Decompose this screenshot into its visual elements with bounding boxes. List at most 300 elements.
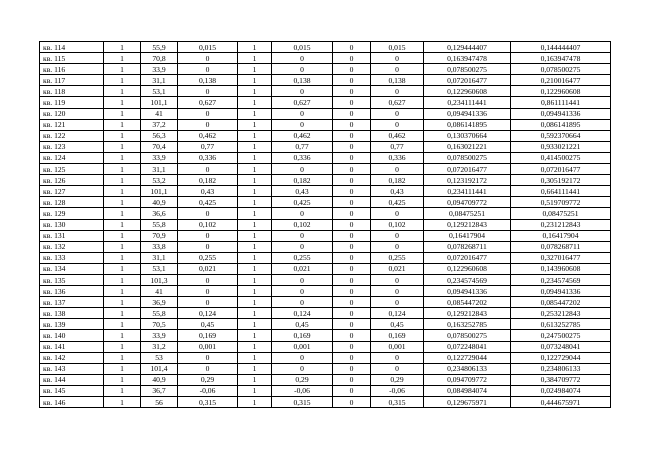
zero-cell: 0 (333, 64, 371, 75)
heat-value-cell: 0 (178, 230, 238, 241)
heat-value-cell: 0,29 (178, 374, 238, 385)
share-cell: 1 (104, 286, 141, 297)
area-cell: 101,1 (141, 186, 178, 197)
sum-cell: 0,444675971 (511, 397, 611, 408)
area-cell: 53,1 (141, 86, 178, 97)
total-value-cell: 0,43 (371, 186, 424, 197)
coef-cell: 1 (238, 86, 272, 97)
zero-cell: 0 (333, 175, 371, 186)
area-cell: 37,2 (141, 119, 178, 130)
share-cell: 1 (104, 97, 141, 108)
share-cell: 1 (104, 397, 141, 408)
apartment-cell: кв. 134 (40, 263, 104, 274)
area-cell: 101,3 (141, 274, 178, 285)
share-cell: 1 (104, 64, 141, 75)
zero-cell: 0 (333, 263, 371, 274)
heat-value-cell: -0,06 (178, 385, 238, 396)
apartment-cell: кв. 114 (40, 42, 104, 53)
heat-value-cell: 0,001 (178, 341, 238, 352)
calc-value-cell: 0,102 (272, 219, 333, 230)
zero-cell: 0 (333, 352, 371, 363)
share-cell: 1 (104, 219, 141, 230)
calc-value-cell: 0,255 (272, 252, 333, 263)
calc-value-cell: -0,06 (272, 385, 333, 396)
heat-value-cell: 0 (178, 241, 238, 252)
calc-value-cell: 0,001 (272, 341, 333, 352)
common-heat-cell: 0,094941336 (424, 286, 511, 297)
apartment-cell: кв. 127 (40, 186, 104, 197)
heat-value-cell: 0 (178, 297, 238, 308)
heat-value-cell: 0 (178, 286, 238, 297)
coef-cell: 1 (238, 197, 272, 208)
apartment-cell: кв. 129 (40, 208, 104, 219)
calc-value-cell: 0,29 (272, 374, 333, 385)
total-value-cell: 0 (371, 363, 424, 374)
area-cell: 36,7 (141, 385, 178, 396)
area-cell: 36,9 (141, 297, 178, 308)
share-cell: 1 (104, 119, 141, 130)
total-value-cell: 0,001 (371, 341, 424, 352)
table-row (40, 141, 611, 152)
area-cell: 41 (141, 286, 178, 297)
area-cell: 70,4 (141, 141, 178, 152)
sum-cell: 0,078500275 (511, 64, 611, 75)
sum-cell: 0,144444407 (511, 42, 611, 53)
total-value-cell: 0,425 (371, 197, 424, 208)
heat-value-cell: 0 (178, 208, 238, 219)
coef-cell: 1 (238, 64, 272, 75)
apartment-cell: кв. 133 (40, 252, 104, 263)
heat-value-cell: 0,425 (178, 197, 238, 208)
common-heat-cell: 0,072016477 (424, 252, 511, 263)
common-heat-cell: 0,129212843 (424, 308, 511, 319)
sum-cell: 0,234806133 (511, 363, 611, 374)
area-cell: 53,2 (141, 175, 178, 186)
area-cell: 40,9 (141, 374, 178, 385)
heat-value-cell: 0,255 (178, 252, 238, 263)
coef-cell: 1 (238, 397, 272, 408)
calc-value-cell: 0 (272, 208, 333, 219)
total-value-cell: 0,29 (371, 374, 424, 385)
common-heat-cell: 0,163021221 (424, 141, 511, 152)
apartment-cell: кв. 123 (40, 141, 104, 152)
zero-cell: 0 (333, 385, 371, 396)
share-cell: 1 (104, 208, 141, 219)
area-cell: 101,4 (141, 363, 178, 374)
area-cell: 101,1 (141, 97, 178, 108)
apartment-cell: кв. 145 (40, 385, 104, 396)
table-body (40, 42, 611, 408)
table-row (40, 97, 611, 108)
apartment-cell: кв. 126 (40, 175, 104, 186)
calc-value-cell: 0 (272, 119, 333, 130)
calc-value-cell: 0,462 (272, 130, 333, 141)
table-row (40, 108, 611, 119)
calc-value-cell: 0,425 (272, 197, 333, 208)
common-heat-cell: 0,130370664 (424, 130, 511, 141)
zero-cell: 0 (333, 86, 371, 97)
area-cell: 41 (141, 108, 178, 119)
total-value-cell: 0,336 (371, 152, 424, 163)
calc-value-cell: 0 (272, 363, 333, 374)
coef-cell: 1 (238, 363, 272, 374)
total-value-cell: 0,77 (371, 141, 424, 152)
coef-cell: 1 (238, 297, 272, 308)
calc-value-cell: 0,336 (272, 152, 333, 163)
common-heat-cell: 0,094709772 (424, 374, 511, 385)
share-cell: 1 (104, 352, 141, 363)
common-heat-cell: 0,08475251 (424, 208, 511, 219)
common-heat-cell: 0,084984074 (424, 385, 511, 396)
apartment-cell: кв. 117 (40, 75, 104, 86)
zero-cell: 0 (333, 164, 371, 175)
share-cell: 1 (104, 42, 141, 53)
apartment-cell: кв. 120 (40, 108, 104, 119)
apartment-cell: кв. 124 (40, 152, 104, 163)
apartment-cell: кв. 119 (40, 97, 104, 108)
table-row (40, 42, 611, 53)
total-value-cell: 0 (371, 230, 424, 241)
table-row (40, 186, 611, 197)
heat-value-cell: 0 (178, 274, 238, 285)
heat-value-cell: 0,021 (178, 263, 238, 274)
table-row (40, 53, 611, 64)
common-heat-cell: 0,094709772 (424, 197, 511, 208)
table-row (40, 241, 611, 252)
area-cell: 33,9 (141, 152, 178, 163)
coef-cell: 1 (238, 130, 272, 141)
zero-cell: 0 (333, 130, 371, 141)
table-row (40, 374, 611, 385)
share-cell: 1 (104, 75, 141, 86)
table-row (40, 397, 611, 408)
apartment-cell: кв. 144 (40, 374, 104, 385)
sum-cell: 0,414500275 (511, 152, 611, 163)
coef-cell: 1 (238, 164, 272, 175)
total-value-cell: 0 (371, 119, 424, 130)
apartment-cell: кв. 132 (40, 241, 104, 252)
coef-cell: 1 (238, 330, 272, 341)
sum-cell: 0,078268711 (511, 241, 611, 252)
total-value-cell: 0,102 (371, 219, 424, 230)
total-value-cell: 0,169 (371, 330, 424, 341)
table-row (40, 75, 611, 86)
total-value-cell: 0,021 (371, 263, 424, 274)
coef-cell: 1 (238, 219, 272, 230)
total-value-cell: -0,06 (371, 385, 424, 396)
share-cell: 1 (104, 252, 141, 263)
heat-value-cell: 0,102 (178, 219, 238, 230)
zero-cell: 0 (333, 363, 371, 374)
table-row (40, 363, 611, 374)
heat-value-cell: 0,43 (178, 186, 238, 197)
share-cell: 1 (104, 319, 141, 330)
common-heat-cell: 0,234111441 (424, 97, 511, 108)
apartment-cell: кв. 137 (40, 297, 104, 308)
zero-cell: 0 (333, 97, 371, 108)
sum-cell: 0,094941336 (511, 286, 611, 297)
coef-cell: 1 (238, 230, 272, 241)
area-cell: 53,1 (141, 263, 178, 274)
common-heat-cell: 0,234111441 (424, 186, 511, 197)
calc-value-cell: 0,015 (272, 42, 333, 53)
area-cell: 55,8 (141, 219, 178, 230)
area-cell: 31,2 (141, 341, 178, 352)
heat-value-cell: 0 (178, 108, 238, 119)
sum-cell: 0,072016477 (511, 164, 611, 175)
apartment-cell: кв. 115 (40, 53, 104, 64)
heat-value-cell: 0,169 (178, 330, 238, 341)
sum-cell: 0,122960608 (511, 86, 611, 97)
zero-cell: 0 (333, 241, 371, 252)
calc-value-cell: 0 (272, 108, 333, 119)
total-value-cell: 0,45 (371, 319, 424, 330)
table-row (40, 197, 611, 208)
common-heat-cell: 0,234574569 (424, 274, 511, 285)
coef-cell: 1 (238, 374, 272, 385)
share-cell: 1 (104, 330, 141, 341)
calc-value-cell: 0,021 (272, 263, 333, 274)
apartment-cell: кв. 122 (40, 130, 104, 141)
heat-value-cell: 0 (178, 363, 238, 374)
calc-value-cell: 0,182 (272, 175, 333, 186)
calc-value-cell: 0 (272, 352, 333, 363)
share-cell: 1 (104, 374, 141, 385)
zero-cell: 0 (333, 119, 371, 130)
area-cell: 40,9 (141, 197, 178, 208)
coef-cell: 1 (238, 119, 272, 130)
area-cell: 31,1 (141, 164, 178, 175)
total-value-cell: 0 (371, 64, 424, 75)
apartment-cell: кв. 131 (40, 230, 104, 241)
heat-value-cell: 0,315 (178, 397, 238, 408)
total-value-cell: 0 (371, 286, 424, 297)
table-row (40, 152, 611, 163)
total-value-cell: 0 (371, 352, 424, 363)
heat-value-cell: 0 (178, 53, 238, 64)
calc-value-cell: 0 (272, 164, 333, 175)
heat-value-cell: 0 (178, 119, 238, 130)
calc-value-cell: 0,77 (272, 141, 333, 152)
common-heat-cell: 0,129675971 (424, 397, 511, 408)
apartment-cell: кв. 118 (40, 86, 104, 97)
apartment-cell: кв. 128 (40, 197, 104, 208)
total-value-cell: 0 (371, 297, 424, 308)
calc-value-cell: 0 (272, 86, 333, 97)
share-cell: 1 (104, 297, 141, 308)
sum-cell: 0,592370664 (511, 130, 611, 141)
table-row (40, 319, 611, 330)
common-heat-cell: 0,122960608 (424, 86, 511, 97)
zero-cell: 0 (333, 152, 371, 163)
common-heat-cell: 0,086141895 (424, 119, 511, 130)
area-cell: 53 (141, 352, 178, 363)
calc-value-cell: 0 (272, 297, 333, 308)
heat-value-cell: 0 (178, 164, 238, 175)
coef-cell: 1 (238, 175, 272, 186)
sum-cell: 0,933021221 (511, 141, 611, 152)
zero-cell: 0 (333, 208, 371, 219)
zero-cell: 0 (333, 219, 371, 230)
coef-cell: 1 (238, 53, 272, 64)
share-cell: 1 (104, 274, 141, 285)
table-row (40, 308, 611, 319)
sum-cell: 0,210016477 (511, 75, 611, 86)
table-row (40, 252, 611, 263)
sum-cell: 0,085447202 (511, 297, 611, 308)
sum-cell: 0,094941336 (511, 108, 611, 119)
share-cell: 1 (104, 385, 141, 396)
calc-value-cell: 0,627 (272, 97, 333, 108)
sum-cell: 0,16417904 (511, 230, 611, 241)
total-value-cell: 0 (371, 53, 424, 64)
calc-value-cell: 0,124 (272, 308, 333, 319)
table-row (40, 297, 611, 308)
coef-cell: 1 (238, 186, 272, 197)
apartment-cell: кв. 142 (40, 352, 104, 363)
common-heat-cell: 0,072016477 (424, 164, 511, 175)
area-cell: 70,8 (141, 53, 178, 64)
share-cell: 1 (104, 186, 141, 197)
sum-cell: 0,327016477 (511, 252, 611, 263)
heat-value-cell: 0,015 (178, 42, 238, 53)
share-cell: 1 (104, 241, 141, 252)
total-value-cell: 0,182 (371, 175, 424, 186)
heat-value-cell: 0 (178, 64, 238, 75)
area-cell: 70,5 (141, 319, 178, 330)
apartment-cell: кв. 136 (40, 286, 104, 297)
calc-value-cell: 0 (272, 64, 333, 75)
share-cell: 1 (104, 141, 141, 152)
coef-cell: 1 (238, 208, 272, 219)
table-row (40, 208, 611, 219)
common-heat-cell: 0,122960608 (424, 263, 511, 274)
share-cell: 1 (104, 53, 141, 64)
common-heat-cell: 0,078500275 (424, 152, 511, 163)
common-heat-cell: 0,129212843 (424, 219, 511, 230)
area-cell: 56 (141, 397, 178, 408)
sum-cell: 0,664111441 (511, 186, 611, 197)
apartment-cell: кв. 121 (40, 119, 104, 130)
total-value-cell: 0,627 (371, 97, 424, 108)
share-cell: 1 (104, 86, 141, 97)
total-value-cell: 0,462 (371, 130, 424, 141)
table-row (40, 119, 611, 130)
zero-cell: 0 (333, 341, 371, 352)
coef-cell: 1 (238, 263, 272, 274)
calc-value-cell: 0,43 (272, 186, 333, 197)
table-row (40, 330, 611, 341)
common-heat-cell: 0,094941336 (424, 108, 511, 119)
total-value-cell: 0,015 (371, 42, 424, 53)
coef-cell: 1 (238, 97, 272, 108)
coef-cell: 1 (238, 108, 272, 119)
total-value-cell: 0 (371, 164, 424, 175)
calc-value-cell: 0 (272, 53, 333, 64)
table-row (40, 341, 611, 352)
sum-cell: 0,247500275 (511, 330, 611, 341)
heat-value-cell: 0,627 (178, 97, 238, 108)
common-heat-cell: 0,123192172 (424, 175, 511, 186)
coef-cell: 1 (238, 42, 272, 53)
common-heat-cell: 0,085447202 (424, 297, 511, 308)
coef-cell: 1 (238, 385, 272, 396)
area-cell: 55,9 (141, 42, 178, 53)
table-row (40, 164, 611, 175)
apartment-data-table (39, 41, 611, 408)
total-value-cell: 0,124 (371, 308, 424, 319)
total-value-cell: 0 (371, 86, 424, 97)
zero-cell: 0 (333, 42, 371, 53)
apartment-cell: кв. 135 (40, 274, 104, 285)
common-heat-cell: 0,078500275 (424, 330, 511, 341)
share-cell: 1 (104, 130, 141, 141)
table-row (40, 263, 611, 274)
table-row (40, 286, 611, 297)
common-heat-cell: 0,163252785 (424, 319, 511, 330)
area-cell: 31,1 (141, 75, 178, 86)
area-cell: 55,8 (141, 308, 178, 319)
sum-cell: 0,253212843 (511, 308, 611, 319)
heat-value-cell: 0 (178, 352, 238, 363)
calc-value-cell: 0,169 (272, 330, 333, 341)
total-value-cell: 0 (371, 241, 424, 252)
table-row (40, 230, 611, 241)
common-heat-cell: 0,122729044 (424, 352, 511, 363)
total-value-cell: 0 (371, 208, 424, 219)
calc-value-cell: 0 (272, 286, 333, 297)
sum-cell: 0,073248041 (511, 341, 611, 352)
total-value-cell: 0,138 (371, 75, 424, 86)
total-value-cell: 0,255 (371, 252, 424, 263)
share-cell: 1 (104, 230, 141, 241)
common-heat-cell: 0,078268711 (424, 241, 511, 252)
area-cell: 31,1 (141, 252, 178, 263)
sum-cell: 0,861111441 (511, 97, 611, 108)
apartment-cell: кв. 141 (40, 341, 104, 352)
sum-cell: 0,305192172 (511, 175, 611, 186)
share-cell: 1 (104, 308, 141, 319)
calc-value-cell: 0,138 (272, 75, 333, 86)
sum-cell: 0,08475251 (511, 208, 611, 219)
zero-cell: 0 (333, 330, 371, 341)
table-row (40, 385, 611, 396)
coef-cell: 1 (238, 319, 272, 330)
coef-cell: 1 (238, 341, 272, 352)
zero-cell: 0 (333, 274, 371, 285)
apartment-cell: кв. 130 (40, 219, 104, 230)
share-cell: 1 (104, 175, 141, 186)
heat-value-cell: 0,77 (178, 141, 238, 152)
table-row (40, 64, 611, 75)
coef-cell: 1 (238, 286, 272, 297)
table-row (40, 274, 611, 285)
apartment-cell: кв. 143 (40, 363, 104, 374)
zero-cell: 0 (333, 230, 371, 241)
sum-cell: 0,143960608 (511, 263, 611, 274)
zero-cell: 0 (333, 53, 371, 64)
zero-cell: 0 (333, 252, 371, 263)
zero-cell: 0 (333, 397, 371, 408)
sum-cell: 0,613252785 (511, 319, 611, 330)
coef-cell: 1 (238, 141, 272, 152)
coef-cell: 1 (238, 75, 272, 86)
apartment-cell: кв. 146 (40, 397, 104, 408)
apartment-cell: кв. 138 (40, 308, 104, 319)
sum-cell: 0,163947478 (511, 53, 611, 64)
coef-cell: 1 (238, 352, 272, 363)
calc-value-cell: 0 (272, 241, 333, 252)
